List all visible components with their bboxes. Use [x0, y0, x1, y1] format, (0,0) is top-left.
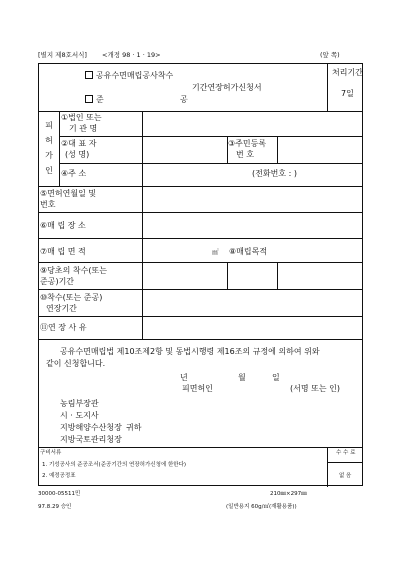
field-reason-label: ⑪연 장 사 유 [40, 323, 87, 332]
attachments-label: 구비서류 [40, 450, 62, 456]
field-extension-period-label: ⑩착수(또는 준공) 연장기간 [40, 293, 103, 313]
field-resident-no-label: ③주민등록 번 호 [228, 139, 267, 159]
field-reason-input[interactable] [142, 316, 362, 338]
field-license-date-input[interactable] [142, 186, 362, 211]
field-area-label: ⑦매 립 면 적 [40, 247, 86, 256]
form-number: [별지 제8호서식] [38, 51, 87, 59]
field-location-label: ⑥매 립 장 소 [40, 221, 86, 230]
fee-value: 없 음 [339, 473, 352, 479]
applicant-section-label: 피 허 가 인 [45, 121, 53, 175]
addressee-suffix: 귀하 [126, 423, 142, 432]
area-unit: ㎡ [212, 248, 219, 256]
field-license-date-label: ⑤면허연월일 및 번호 [40, 189, 97, 209]
attachment-item-1: 1. 기성공사의 준공조서(준공기간의 연장허가신청에 한한다) [42, 462, 187, 468]
field-representative-label: ②대 표 자 (성 명) [61, 139, 97, 159]
attachment-item-2: 2. 예정공정표 [42, 473, 76, 479]
checkbox-completion[interactable] [85, 95, 93, 103]
field-org-name-input[interactable] [142, 110, 390, 135]
form-code: 30000-05511민 [38, 491, 81, 497]
checkbox-start[interactable] [85, 71, 93, 79]
addressee-land: 지방국토관리청장 [60, 435, 122, 444]
field-location-input[interactable] [142, 212, 362, 237]
date-year: 년 [180, 373, 188, 382]
declaration-text-line2: 같이 신청합니다. [46, 359, 106, 368]
revision-date: <개정 98 · 1 · 19> [102, 51, 161, 59]
approval-date: 97.8.29 승인 [38, 504, 72, 510]
option-completion-suffix: 공 [180, 95, 188, 104]
field-extension-period-input[interactable] [142, 290, 362, 315]
option-completion: 준 [85, 94, 104, 105]
signer-label: 피면허인 [182, 384, 213, 393]
field-address-label: ④주 소 [61, 169, 87, 178]
addressee-governor: 시 · 도지사 [60, 411, 99, 420]
field-org-name-label: ①법인 또는 기 관 명 [61, 113, 102, 133]
form-title: 기간연장허가신청서 [192, 83, 262, 92]
field-phone-label: (전화번호 : ) [252, 169, 297, 178]
paper-type: (일반용지 60g/㎡(재활용품)) [226, 504, 297, 510]
field-purpose-input[interactable] [277, 238, 363, 263]
option-construction-start: 공유수면매립공사착수 [85, 70, 173, 81]
paper-size: 210㎜×297㎜ [270, 491, 307, 497]
field-purpose-label: ⑧매립목적 [229, 247, 268, 256]
field-resident-no-input[interactable] [277, 135, 363, 162]
addressee-marine: 지방해양수산청장 [60, 423, 122, 432]
field-original-period-label: ⑨당초의 착수(또는 준공)기간 [40, 266, 107, 286]
processing-period-label: 처리기간 [332, 68, 363, 77]
processing-period-value: 7일 [341, 89, 354, 98]
fee-label: 수 수 료 [336, 450, 356, 456]
signature-note: (서명 또는 인) [290, 384, 340, 393]
page-side: (앞 쪽) [320, 51, 340, 59]
field-original-period-input[interactable] [142, 263, 362, 288]
date-day: 일 [272, 373, 280, 382]
date-month: 월 [238, 373, 246, 382]
declaration-text-line1: 공유수면매립법 제10조제2항 및 동법시행령 제16조의 규정에 의하여 위와 [60, 347, 320, 356]
field-representative-input[interactable] [142, 135, 226, 162]
addressee-agriculture: 농림부장관 [60, 399, 99, 408]
